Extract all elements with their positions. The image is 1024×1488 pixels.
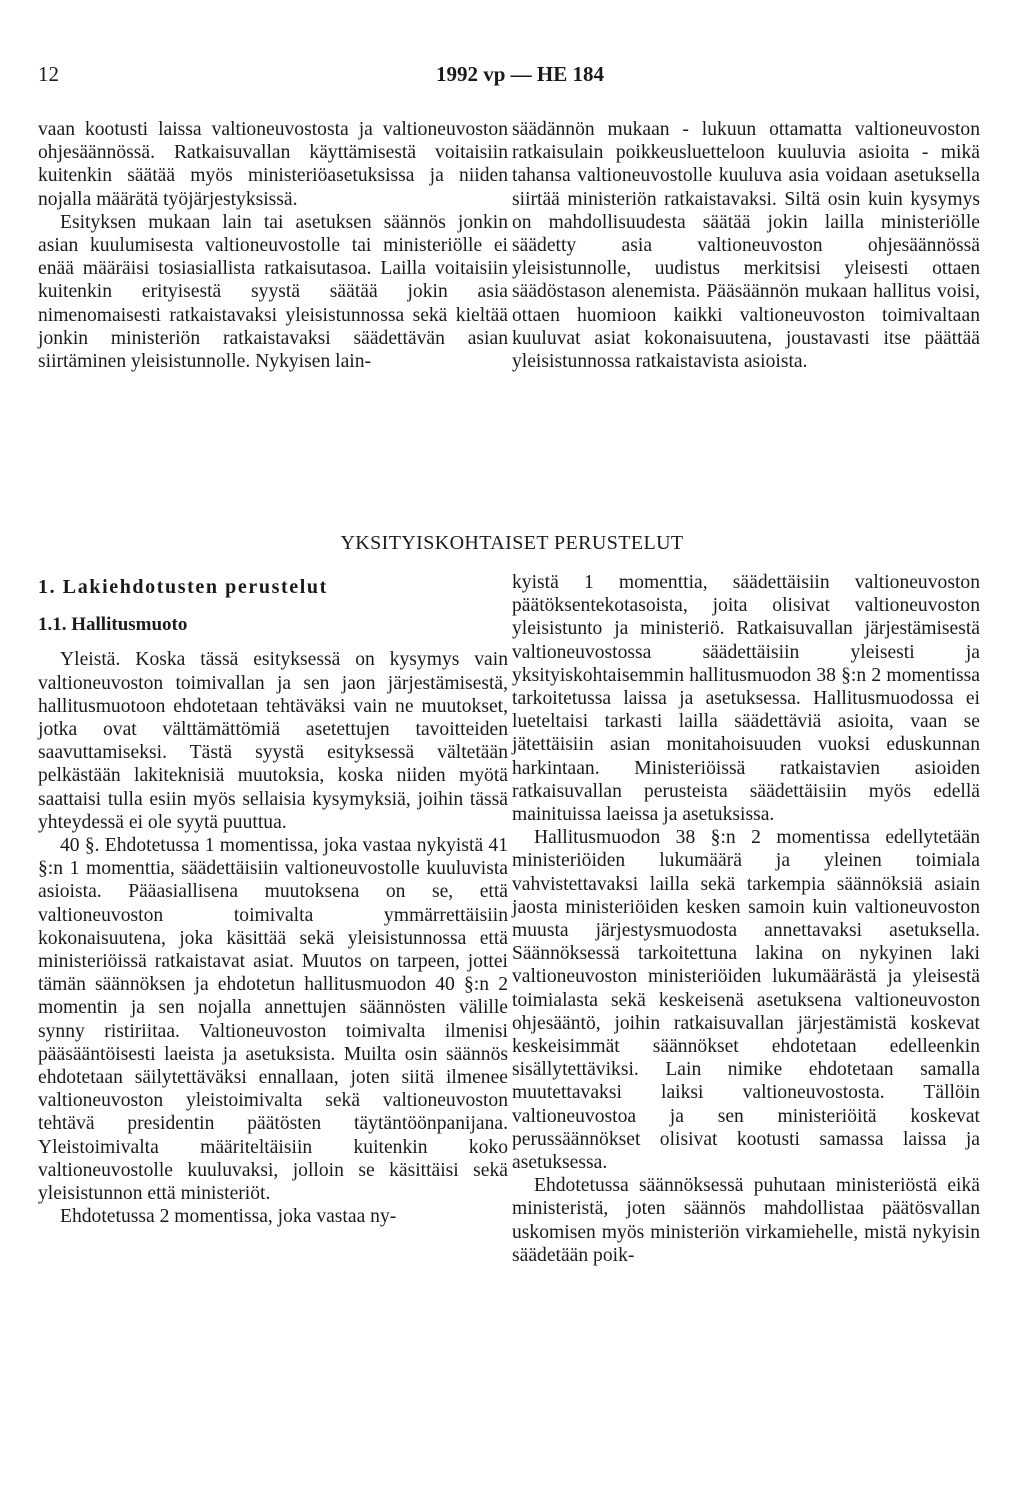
paragraph: säädännön mukaan - lukuun ottamatta valtioneuvoston ratkaisulain poikkeusluetteloon kuuluvia asioita - mikä tahansa valtioneuvostolle kuuluva asia voidaan asetuksella siirtää ministeriön ratkaistavaksi. Siltä osin kuin kysymys on mahdollisuudesta säätää jokin lailla ministeriölle säädetty asia valtioneuvoston ohjesäännössä yleisistunnolle, uudistus merkitsisi yleisesti ottaen säädöstason alenemista. Pääsäännön mukaan hallitus voisi, ottaen huomioon kaikki valtioneuvoston toimivaltaan kuuluvat asiat kokonaisuutena, joustavasti itse päättää yleisistunnossa ratkaistavista asioista. xyxy=(512,119,980,373)
paragraph: Esityksen mukaan lain tai asetuksen säännös jonkin asian kuulumisesta valtioneuvostolle tai ministeriölle ei enää määräisi tosiasiallista ratkaisutasoa. Lailla voitaisiin kuitenkin erityisestä syystä säätää jokin asia nimenomaisesti ratkaistavaksi yleisistunnossa sekä kieltää jonkin ministeriön ratkaistavaksi säädettävän asian siirtäminen yleisistunnolle. Nykyisen lain- xyxy=(38,211,508,373)
paragraph: Ehdotetussa säännöksessä puhutaan ministeriöstä eikä ministeristä, joten säännös mahdollistaa päätösvallan uskomisen myös ministeriön virkamiehelle, mistä nykyisin säädetään poik- xyxy=(512,1175,980,1266)
running-head: 1992 vp — HE 184 xyxy=(436,62,605,86)
paragraph: Ehdotetussa 2 momentissa, joka vastaa ny- xyxy=(60,1206,397,1228)
paragraph: kyistä 1 momenttia, säädettäisiin valtioneuvoston päätöksentekotasoista, joita olisivat valtioneuvoston yleisistunto ja ministeriö. Ratkaisuvallan järjestämisestä valtioneuvostossa säädettäisiin yleisesti ja yksityiskohtaisemmin hallitusmuodon 38 §:n 2 momentissa tarkoitetussa laissa ja asetuksessa. Hallitusmuodossa ei lueteltaisi tarkasti lailla säädettäviä asioita, vaan se jätettäisiin asian monitahoisuuden vuoksi eduskunnan harkintaan. Ministeriöissä ratkaistavien asioiden ratkaisuvallan perusteista säädettäisiin myös edellä mainituissa laeissa ja asetuksissa. xyxy=(512,572,980,826)
section-title: YKSITYISKOHTAISET PERUSTELUT xyxy=(340,532,684,554)
page-number: 12 xyxy=(38,62,59,86)
top-left-column xyxy=(38,118,508,373)
bottom-right-column xyxy=(512,571,980,1267)
paragraph: vaan kootusti laissa valtioneuvostosta ja valtioneuvoston ohjesäännössä. Ratkaisuvallan käyttämisestä voitaisiin kuitenkin säätää myös ministeriöasetuksissa ja niiden nojalla määrätä työjärjestyksissä. xyxy=(38,119,508,210)
page-header xyxy=(38,62,988,92)
top-right-column xyxy=(512,118,980,373)
paragraph: 40 §. Ehdotetussa 1 momentissa, joka vastaa nykyistä 41 §:n 1 momenttia, säädettäisiin valtioneuvostolle kuuluvista asioista. Pääasiallisena muutoksena on se, että valtioneuvoston toimivalta ymmärrettäisiin kokonaisuutena, joka käsittää sekä yleisistunnossa että ministeriöissä ratkaistavat asiat. Muutos on tarpeen, jottei tämän säännöksen ja ehdotetun hallitusmuodon 40 §:n 2 momentin ja sen nojalla annettujen säännösten välille synny ristiriitaa. Valtioneuvoston toimivalta ilmenisi pääsääntöisesti laeista ja asetuksista. Muilta osin säännös ehdotetaan säilytettäväksi ennallaan, joten siitä ilmenee valtioneuvoston yleistoimivalta sekä valtioneuvoston tehtävä presidentin päätösten täytäntöönpanijana. Yleistoimivalta määriteltäisiin kuitenkin koko valtioneuvostolle kuuluvaksi, jolloin se käsittäisi sekä yleisistunnon että ministeriöt. xyxy=(38,835,508,1205)
subsection-heading: 1.1. Hallitusmuoto xyxy=(38,614,188,636)
chapter-heading: 1. Lakiehdotusten perustelut xyxy=(38,576,328,598)
paragraph: Yleistä. Koska tässä esityksessä on kysymys vain valtioneuvoston toimivallan ja sen jaon järjestämisestä, hallitusmuotoon ehdotetaan tehtäväksi vain ne muutokset, jotka ovat välttämättömiä asetettujen tavoitteiden saavuttamiseksi. Tästä syystä esityksessä vältetään pelkästään lakiteknisiä muutoksia, koska niiden myötä saattaisi tulla esiin myös sellaisia kysymyksiä, joihin tässä yhteydessä ei ole syytä puuttua. xyxy=(38,649,508,833)
paragraph: Hallitusmuodon 38 §:n 2 momentissa edellytetään ministeriöiden lukumäärä ja yleinen toimiala vahvistettavaksi lailla sekä tarkempia säännöksiä asiain jaosta ministeriöiden kesken samoin kuin valtioneuvoston muusta järjestysmuodosta annettavaksi asetuksella. Säännöksessä tarkoitettuna lakina on nykyinen laki valtioneuvoston ministeriöiden lukumäärästä ja yleisestä toimialasta sekä keskeisenä asetuksena valtioneuvoston ohjesääntö, joihin ratkaisuvallan järjestämistä koskevat keskeisimmät säännökset ehdotetaan edelleenkin sisällytettäviksi. Lain nimike ehdotetaan samalla muutettavaksi laiksi valtioneuvostosta. Tällöin valtioneuvostoa ja sen ministeriöitä koskevat perussäännökset olisivat kootusti samassa laissa ja asetuksessa. xyxy=(512,827,980,1174)
bottom-left-column xyxy=(38,568,508,1228)
